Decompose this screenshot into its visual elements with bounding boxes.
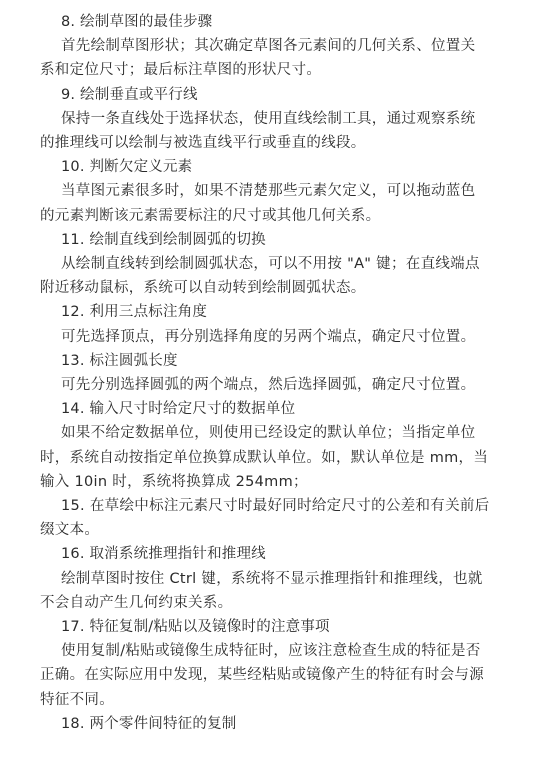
paragraph-line: 绘制草图时按住 Ctrl 键，系统将不显示推理指针和推理线，也就	[61, 570, 483, 587]
paragraph-line: 时，系统自动按指定单位换算成默认单位。如，默认单位是 mm，当	[40, 449, 489, 466]
section-heading: 16. 取消系统推理指针和推理线	[61, 546, 266, 563]
paragraph-line: 从绘制直线转到绘制圆弧状态，可以不用按 "A" 键；在直线端点	[61, 256, 480, 273]
section-paragraph	[0, 34, 539, 82]
paragraph-line: 使用复制/粘贴或镜像生成特征时，应该注意检查生成的特征是否	[61, 643, 481, 660]
paragraph-line: 当草图元素很多时，如果不清楚那些元素欠定义，可以拖动蓝色	[61, 183, 476, 200]
paragraph-line: 首先绘制草图形状；其次确定草图各元素间的几何关系、位置关	[61, 38, 476, 55]
section-paragraph	[0, 421, 539, 494]
section-paragraph	[0, 494, 539, 542]
section-heading: 8. 绘制草图的最佳步骤	[61, 14, 213, 30]
section-heading: 11. 绘制直线到绘制圆弧的切换	[61, 231, 266, 248]
paragraph-line: 15. 在草绘中标注元素尺寸时最好同时给定尺寸的公差和有关前后	[61, 498, 490, 515]
paragraph-line: 可先分别选择圆弧的两个端点，然后选择圆弧，确定尺寸位置。	[61, 377, 476, 394]
paragraph-line: 不会自动产生几何约束关系。	[40, 594, 233, 611]
section-heading: 18. 两个零件间特征的复制	[61, 715, 237, 732]
paragraph-line: 如果不给定数据单位，则使用已经设定的默认单位；当指定单位	[61, 425, 476, 442]
section-heading: 17. 特征复制/粘贴以及镜像时的注意事项	[61, 619, 330, 636]
section-paragraph	[0, 639, 539, 712]
section-paragraph	[0, 107, 539, 155]
section-paragraph	[0, 179, 539, 227]
document-page	[0, 10, 539, 736]
section-heading: 14. 输入尺寸时给定尺寸的数据单位	[61, 401, 296, 418]
section-paragraph	[0, 567, 539, 615]
paragraph-line: 保持一条直线处于选择状态，使用直线绘制工具，通过观察系统	[61, 110, 476, 127]
paragraph-line: 附近移动鼠标，系统可以自动转到绘制圆弧状态。	[40, 280, 366, 297]
paragraph-line: 可先选择顶点，再分别选择角度的另两个端点，确定尺寸位置。	[61, 328, 476, 345]
section-paragraph	[0, 325, 539, 349]
section-heading: 10. 判断欠定义元素	[61, 159, 193, 176]
paragraph-line: 正确。在实际应用中发现，某些经粘贴或镜像产生的特征有时会与源	[40, 667, 484, 684]
paragraph-line: 的推理线可以绘制与被选直线平行或垂直的线段。	[40, 135, 366, 152]
paragraph-line: 缀文本。	[40, 522, 100, 539]
section-heading: 13. 标注圆弧长度	[61, 352, 178, 369]
paragraph-line: 特征不同。	[40, 691, 114, 708]
paragraph-line: 输入 10in 时，系统将换算成 254mm；	[40, 473, 308, 490]
section-paragraph	[0, 252, 539, 300]
section-heading: 9. 绘制垂直或平行线	[61, 86, 198, 103]
paragraph-line: 系和定位尺寸；最后标注草图的形状尺寸。	[40, 62, 322, 79]
section-heading: 12. 利用三点标注角度	[61, 304, 208, 321]
paragraph-line: 的元素判断该元素需要标注的尺寸或其他几何关系。	[40, 207, 381, 224]
section-paragraph	[0, 373, 539, 397]
